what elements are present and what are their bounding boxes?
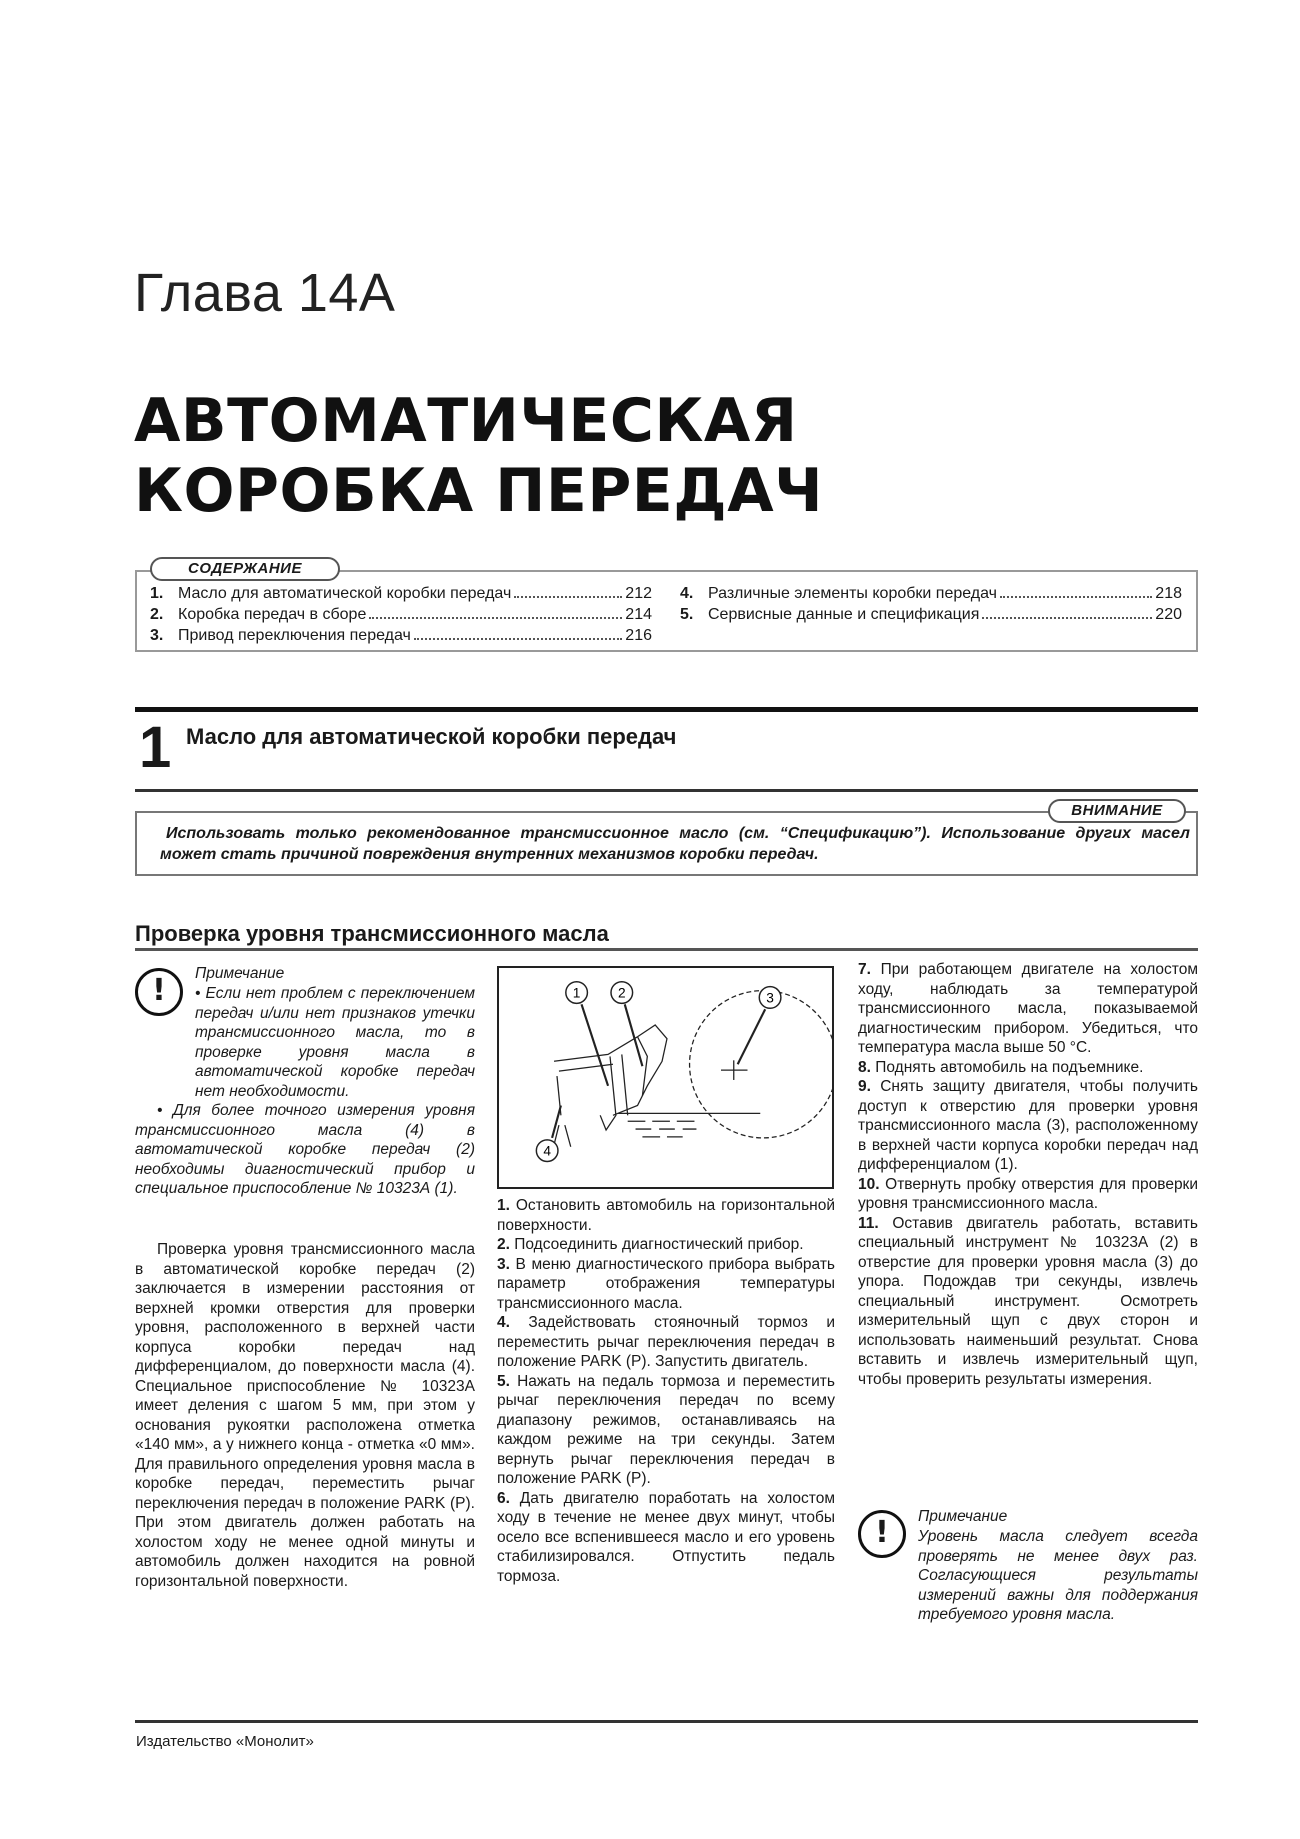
step-text: Снять защиту двигателя, чтобы получить доступ к отверстию для проверки уровня трансмиссионного масла (3), расположенному в верхней части корпуса коробки передач над дифференциалом (1).	[858, 1078, 1199, 1173]
step-item	[497, 1196, 835, 1235]
step-item	[497, 1372, 835, 1489]
contents-item-text: Различные элементы коробки передач	[708, 585, 998, 602]
step-number: 3.	[497, 1255, 510, 1273]
callout-2: 2	[617, 985, 626, 1001]
exclamation-icon: !	[858, 1510, 906, 1558]
note-label: Примечание	[918, 1508, 1008, 1525]
subsection-rule	[135, 948, 1198, 951]
step-item	[497, 1489, 835, 1587]
warning-label: ВНИМАНИЕ	[1048, 799, 1186, 823]
step-item	[497, 1255, 835, 1314]
step-text: Остановить автомобиль на горизонтальной поверхности.	[497, 1197, 835, 1234]
steps-column-right	[858, 960, 1198, 1389]
contents-leader	[1000, 596, 1152, 598]
exclamation-icon: !	[135, 968, 183, 1016]
contents-item-text: Масло для автоматической коробки передач	[178, 585, 512, 602]
contents-leader	[414, 638, 622, 640]
step-number: 5.	[497, 1372, 510, 1390]
step-text: В меню диагностического прибора выбрать параметр отображения температуры трансмиссионного масла.	[497, 1255, 836, 1312]
contents-item-text: Привод переключения передач	[178, 627, 411, 644]
step-item	[858, 1077, 1198, 1175]
contents-item-number: 3.	[150, 627, 164, 644]
contents-item[interactable]	[680, 583, 1182, 604]
contents-column-right	[680, 583, 1182, 625]
contents-item-page: 212	[625, 585, 652, 602]
note-paragraph: • Для более точного измерения уровня трансмиссионного масла (4) в автоматической коробке передач (2) необходимы диагностический прибор и специальное приспособление № 10323А (1).	[135, 1102, 475, 1197]
step-text: Оставив двигатель работать, вставить специальный инструмент № 10323А (2) в отверстие для проверки уровня масла (3) до упора. Подождав три секунды, извлечь специальный инструмент. Осмотреть измерительный щуп с двух сторон и использовать наименьший результат. Снова вставить и извлечь измерительный щуп, чтобы проверить результаты измерения.	[858, 1214, 1198, 1388]
contents-item[interactable]	[150, 583, 652, 604]
step-text: Задействовать стояночный тормоз и переместить рычаг переключения передач в положение PARK (P). Запустить двигатель.	[497, 1314, 836, 1370]
step-text: При работающем двигателе на холостом ходу, наблюдать за температурой трансмиссионного масла, показываемой диагностическим прибором. Убедиться, что температура масла выше 50 °С.	[858, 961, 1198, 1056]
step-text: Поднять автомобиль на подъемнике.	[875, 1058, 1144, 1076]
transmission-diagram	[497, 966, 834, 1189]
contents-item[interactable]	[150, 625, 652, 646]
contents-item[interactable]	[150, 604, 652, 625]
contents-item-number: 5.	[680, 606, 694, 623]
step-item	[858, 1058, 1198, 1078]
section-title: Масло для автоматической коробки передач	[186, 724, 677, 749]
contents-column-left	[150, 583, 652, 646]
step-number: 2.	[497, 1236, 510, 1253]
warning-text: Использовать только рекомендованное трансмиссионное масло (см. “Спецификацию”). Использование других масел может стать причиной повреждения внутренних механизмов коробки передач.	[160, 825, 1190, 863]
note-label: Примечание	[195, 965, 285, 982]
contents-item-number: 1.	[150, 585, 164, 602]
step-text: Отвернуть пробку отверстия для проверки уровня трансмиссионного масла.	[858, 1175, 1198, 1212]
contents-item-page: 218	[1155, 585, 1182, 602]
contents-item-page: 216	[625, 627, 652, 644]
contents-leader	[369, 617, 622, 619]
step-item	[858, 960, 1198, 1058]
step-text: Подсоединить диагностический прибор.	[514, 1236, 804, 1253]
contents-item-number: 4.	[680, 585, 694, 602]
contents-item-text: Коробка передач в сборе	[178, 606, 367, 623]
contents-item[interactable]	[680, 604, 1182, 625]
step-number: 11.	[858, 1214, 879, 1232]
chapter-label: Глава 14А	[134, 263, 396, 323]
note-paragraph: Уровень масла следует всегда проверять не менее двух раз. Согласующиеся результаты измерений важны для поддержания требуемого уровня масла.	[918, 1528, 1198, 1623]
contents-leader	[514, 596, 622, 598]
step-text: Дать двигателю поработать на холостом ходу в течение не менее двух минут, чтобы осело все вспенившееся масло и его уровень стабилизировался. Отпустить педаль тормоза.	[497, 1489, 835, 1585]
step-number: 9.	[858, 1078, 871, 1095]
steps-column-middle	[497, 1196, 835, 1586]
contents-label: СОДЕРЖАНИЕ	[150, 557, 340, 581]
contents-item-text: Сервисные данные и спецификация	[708, 606, 980, 623]
subsection-heading: Проверка уровня трансмиссионного масла	[135, 921, 609, 946]
title-line-2: КОРОБКА ПЕРЕДАЧ	[134, 456, 824, 526]
step-item	[497, 1313, 835, 1372]
step-item	[858, 1214, 1198, 1390]
step-number: 6.	[497, 1489, 510, 1507]
step-text: Нажать на педаль тормоза и переместить рычаг переключения передач по всему диапазону режимов, останавливаясь на каждом режиме на три секунды. Затем вернуть рычаг переключения передач в положение PARK (P).	[497, 1372, 835, 1487]
contents-item-number: 2.	[150, 606, 164, 623]
step-number: 4.	[497, 1314, 510, 1331]
footer-rule	[135, 1720, 1198, 1723]
note-text	[858, 1527, 1198, 1625]
contents-leader	[982, 617, 1152, 619]
step-item	[497, 1235, 835, 1255]
publisher-footer: Издательство «Монолит»	[136, 1733, 314, 1750]
step-number: 10.	[858, 1175, 880, 1193]
callout-4: 4	[543, 1143, 551, 1159]
callout-3: 3	[766, 990, 774, 1006]
step-number: 8.	[858, 1058, 871, 1076]
contents-item-page: 214	[625, 606, 652, 623]
step-item	[858, 1175, 1198, 1214]
page-title	[134, 386, 1194, 526]
title-line-1: АВТОМАТИЧЕСКАЯ	[134, 386, 798, 456]
step-number: 7.	[858, 961, 871, 978]
body-paragraph: Проверка уровня трансмиссионного масла в автоматической коробке передач (2) заключается в измерении расстояния от верхней кромки отверстия для проверки уровня, расположенного в верхней части корпуса коробки передач над дифференциалом, до поверхности масла (4). Специальное приспособление № 10323А имеет деления с шагом 5 мм, при этом у основания рукоятки расположена отметка «140 мм», а у нижнего конца - отметка «0 мм». Для правильного определения уровня масла в коробке передач, переместить рычаг переключения передач в положение PARK (P). При этом двигатель должен работать на холостом ходу не менее одной минуты и автомобиль должен находится на ровной горизонтальной поверхности.	[135, 1241, 475, 1590]
note-paragraph: • Если нет проблем с переключением передач и/или нет признаков утечки трансмиссионного масла, то в проверке уровня масла в автоматической коробке передач нет необходимости.	[195, 985, 475, 1100]
contents-item-page: 220	[1155, 606, 1182, 623]
note-text	[135, 984, 475, 1199]
section-rule-bottom	[135, 789, 1198, 792]
section-rule-top	[135, 707, 1198, 712]
callout-1: 1	[572, 985, 581, 1001]
step-number: 1.	[497, 1197, 510, 1214]
section-number: 1	[139, 715, 172, 780]
